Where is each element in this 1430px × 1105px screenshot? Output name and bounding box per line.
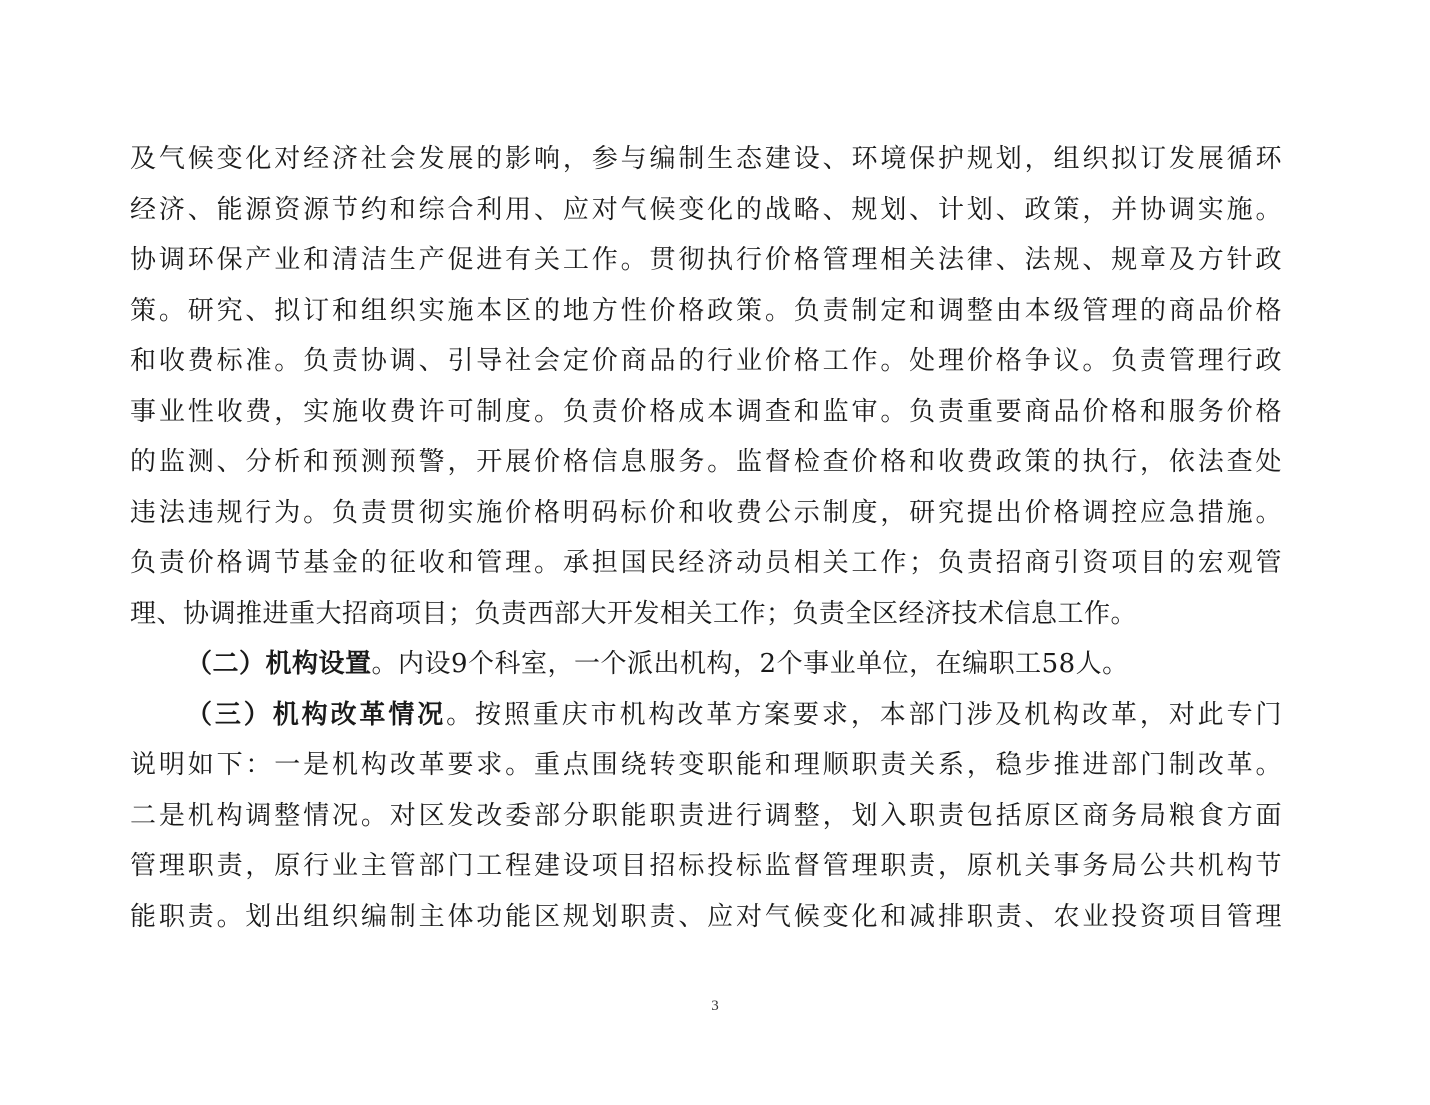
text-line: 说明如下：一是机构改革要求。重点围绕转变职能和理顺职责关系，稳步推进部门制改革。	[130, 750, 1282, 780]
text-line: 和收费标准。负责协调、引导社会定价商品的行业价格工作。处理价格争议。负责管理行政	[130, 346, 1282, 376]
text-line: 理、协调推进重大招商项目；负责西部大开发相关工作；负责全区经济技术信息工作。	[130, 598, 1138, 629]
page-number: 3	[711, 998, 719, 1014]
text-line: 经济、能源资源节约和综合利用、应对气候变化的战略、规划、计划、政策，并协调实施。	[130, 194, 1282, 225]
text-line: 及气候变化对经济社会发展的影响，参与编制生态建设、环境保护规划，组织拟订发展循环	[130, 144, 1282, 174]
text-line: 管理职责，原行业主管部门工程建设项目招标投标监督管理职责，原机关事务局公共机构节	[130, 851, 1282, 881]
text-line: 违法违规行为。负责贯彻实施价格明码标价和收费公示制度，研究提出价格调控应急措施。	[130, 497, 1282, 528]
section-text: 。内设9个科室，一个派出机构，2个事业单位，在编职工58人。	[371, 649, 1129, 679]
text-line: 事业性收费，实施收费许可制度。负责价格成本调查和监审。负责重要商品价格和服务价格	[130, 396, 1282, 427]
paragraph-organization-setup	[130, 639, 1282, 690]
document-body	[130, 134, 1282, 942]
text-line: 能职责。划出组织编制主体功能区规划职责、应对气候变化和减排职责、农业投资项目管理	[130, 901, 1282, 932]
text-line: 二是机构调整情况。对区发改委部分职能职责进行调整，划入职责包括原区商务局粮食方面	[130, 800, 1282, 831]
paragraph-reform	[130, 690, 1282, 943]
text-line: 的监测、分析和预测预警，开展价格信息服务。监督检查价格和收费政策的执行，依法查处	[130, 447, 1282, 477]
text-line	[130, 639, 1282, 690]
text-line: 策。研究、拟订和组织实施本区的地方性价格政策。负责制定和调整由本级管理的商品价格	[130, 295, 1282, 326]
text-line: 协调环保产业和清洁生产促进有关工作。贯彻执行价格管理相关法律、法规、规章及方针政	[130, 245, 1282, 275]
paragraph-functions	[130, 134, 1282, 639]
section-heading: （二）机构设置	[186, 649, 372, 679]
text-line: 负责价格调节基金的征收和管理。承担国民经济动员相关工作；负责招商引资项目的宏观管	[130, 548, 1282, 578]
section-text: 。按照重庆市机构改革方案要求，本部门涉及机构改革，对此专门	[446, 699, 1282, 730]
text-line	[130, 690, 1282, 741]
section-heading: （三）机构改革情况	[186, 699, 447, 730]
